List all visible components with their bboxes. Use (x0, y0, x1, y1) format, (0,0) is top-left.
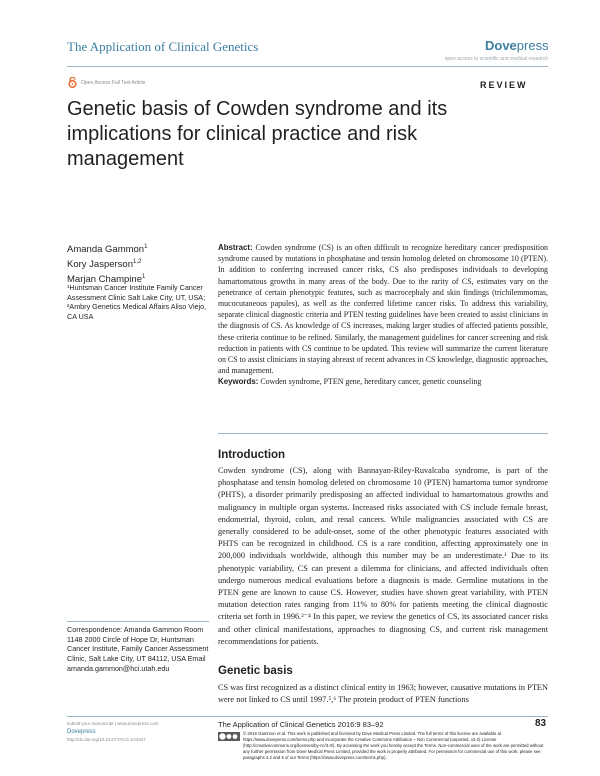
license-text: © 2016 Gammon et al. This work is published and licensed by Dove Medical Press Limited. The full terms of this license are available at https://www.dovepress.com/terms.php and incorporate the Creative Commons Attribution – Non Commercial (unported, v3.0) License (http://creativecommons.org/licenses/by-nc/3.0/). By accessing the work you hereby accept the Terms. Non-commercial uses of the work are permitted without any further permission from Dove Medical Press Limited, provided the work is properly attributed. For permission for commercial use of this work, please see paragraphs 4.2 and 5 of our Terms (https://www.dovepress.com/terms.php). (243, 731, 544, 760)
section-heading-genetic-basis: Genetic basis (218, 665, 293, 677)
footer-citation: The Application of Clinical Genetics 2016:9 83–92 (218, 720, 384, 729)
abstract-label: Abstract: (218, 243, 253, 252)
publisher-tagline: open access to scientific and medical research (444, 56, 548, 62)
author: Kory Jasperson$^{1,2}$ (67, 259, 142, 271)
affiliations: ¹Huntsman Cancer Institute Family Cancer Assessment Clinic Salt Lake City, UT, USA; ²Ambry Genetics Medical Affairs Aliso Viejo, CA USA (67, 283, 207, 321)
abstract-divider (218, 433, 548, 434)
correspondence-divider (67, 621, 209, 622)
article-type: REVIEW (480, 80, 528, 90)
genetic-basis-text: CS was first recognized as a distinct clinical entity in 1963; however, causative mutations in PTEN were not linked to CS until 1997.⁵,⁶ The protein product of PTEN functions (218, 683, 548, 705)
introduction-text: Cowden syndrome (CS), along with Bannayan-Riley-Ruvalcaba syndrome, is part of the phosphatase and tensin homolog deleted on chromosome 10 (PTEN) hamartoma tumor syndrome (PHTS), a disorder primarily predisposing an affected individual to hamartomatous growths and malignancy in multiple organ systems. Increased risks associated with CS include female breast, endometrial, thyroid, colon, and renal cancers. While malignancies associated with CS are generally considered to be adult-onset, some of the other phenotypic features associated with PHTS can be recognized in childhood. CS is a rare condition, affecting approximately one in 200,000 individuals worldwide, although this number may be an underestimate.¹ Due to its phenotypic variability, CS can present a dilemma for clinicians, and affected individuals often undergo numerous medical evaluations before a diagnosis is made. Germline mutations in the PTEN gene are known to cause CS. However, studies have shown great variability, with PTEN mutation detection rates ranging from 11% to 80% for patients meeting the clinical diagnostic criteria set forth in 1996.²⁻⁴ In this paper, we review the genetics of CS, its associated cancer risks and other clinical manifestations, approaches to diagnosing CS, and current risk management recommendations for patients. (218, 466, 548, 646)
publisher-logo (485, 38, 549, 53)
footer-left (67, 720, 217, 744)
author-list (67, 241, 147, 286)
open-access-icon (67, 77, 78, 88)
keywords-text: Cowden syndrome, PTEN gene, hereditary cancer, genetic counseling (260, 377, 482, 387)
creative-commons-badge[interactable] (218, 732, 240, 741)
header-divider (67, 66, 548, 67)
abstract-text: Cowden syndrome (CS) is an often difficult to recognize hereditary cancer predisposition syndrome caused by mutations in phosphatase and tensin homolog deleted on chromosome 10 (PTEN). In addition to conferring increased cancer risks, CS also predisposes individuals to developing hamartomatous growths in many areas of the body. Due to the rarity of CS, estimates vary on the penetrance of certain phenotypic features, such as macrocephaly and skin findings (trichilemmomas, mucocutaneous papules), as well as the conferred lifetime cancer risks. To address this variability, separate clinical diagnostic criteria and PTEN testing guidelines have been created to assist clinicians in the diagnosis of CS. As knowledge of CS increases, making larger studies of affected patients possible, these criteria continue to be refined. Similarly, the management guidelines for cancer screening and risk reduction in patients with CS continue to be updated. This review will summarize the current literature on CS to assist clinicians in staying abreast of recent advances in CS knowledge, diagnostic approaches, and management. (218, 243, 548, 376)
doi-link[interactable]: http://dx.doi.org/10.2147/TACG.S41947 (67, 737, 146, 742)
article-title: Genetic basis of Cowden syndrome and its implications for clinical practice and risk management (67, 98, 448, 170)
author: Marjan Champine$^1$ (67, 274, 146, 286)
section-heading-introduction: Introduction (218, 449, 286, 461)
correspondence: Correspondence: Amanda Gammon Room 1148 2000 Circle of Hope Dr, Huntsman Cancer Institute, Family Cancer Assessment Clinic, Salt Lake City, UT 84112, USA Email amanda.gammon@hci.utah.edu (67, 625, 209, 673)
publisher-logo-rest: press (516, 38, 549, 53)
page-number: 83 (535, 718, 547, 729)
footer-divider (67, 716, 548, 717)
footer-publisher: Dovepress (67, 729, 96, 735)
publisher-logo-bold: Dove (485, 38, 517, 53)
open-access-label: Open Access Full Text Article (81, 80, 146, 86)
keywords-label: Keywords: (218, 377, 259, 387)
abstract (218, 242, 548, 388)
journal-title: The Application of Clinical Genetics (67, 39, 259, 54)
submit-link[interactable]: submit your manuscript | www.dovepress.com (67, 721, 159, 726)
author: Amanda Gammon$^1$ (67, 244, 148, 256)
